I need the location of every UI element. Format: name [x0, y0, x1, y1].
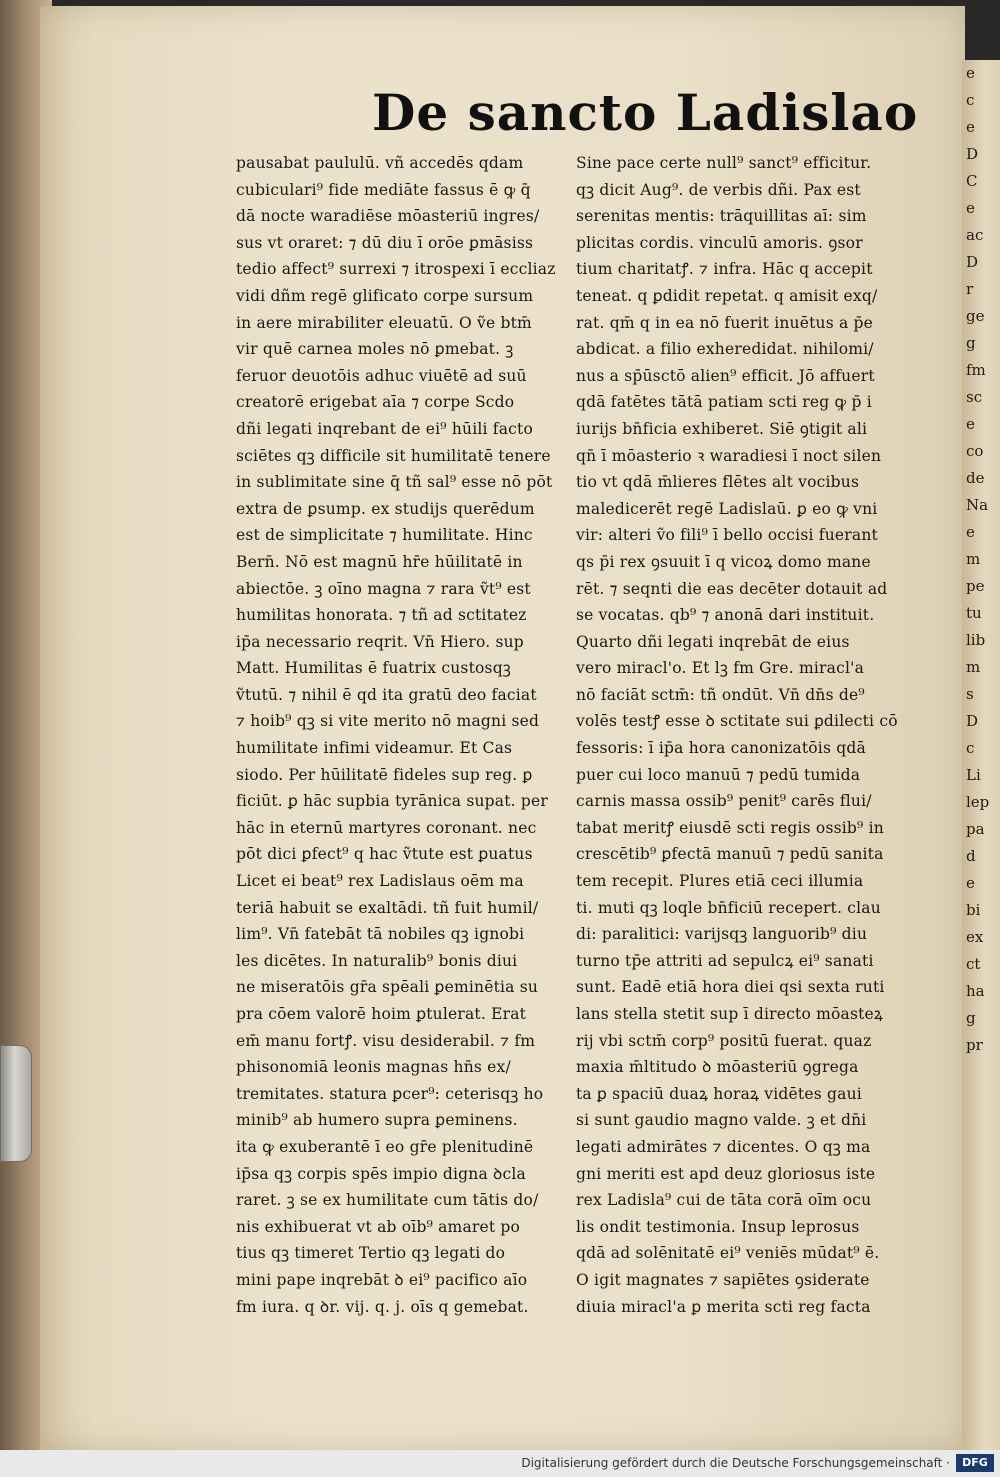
text-line: les dicētes. In naturalib⁹ bonis diui — [236, 951, 518, 970]
book-clasp — [0, 1045, 32, 1162]
facing-page-fragment: s — [966, 685, 974, 703]
text-line: qdā fatētes tātā patiam scti reg ꝙ p̄ i — [576, 393, 872, 412]
dfg-logo: DFG — [956, 1454, 994, 1472]
facing-page-fragment: m — [966, 550, 981, 568]
facing-page-fragment: fm — [966, 361, 986, 379]
text-line: hāc in eternū martyres coronant. nec — [236, 818, 537, 837]
text-line: humilitas honorata. ⁊ tñ ad sctitatez — [236, 606, 527, 625]
facing-page-fragment: Li — [966, 766, 981, 784]
text-line: Matt. Humilitas ē fuatrix custosqꝫ — [236, 659, 511, 678]
text-line: lim⁹. Vn̄ fatebāt tā nobiles qꝫ ignobi — [236, 925, 525, 944]
text-line: em̄ manu fortꝭ. visu desiderabil. ⁊ fm — [236, 1031, 536, 1050]
text-line: tabat meritꝭ eiusdē scti regis ossib⁹ in — [576, 818, 884, 837]
text-line: rex Ladisla⁹ cui de tāta corā oīm ocu — [576, 1191, 872, 1210]
facing-page-fragment: g — [966, 1009, 976, 1027]
text-line: dñi legati inqrebant de ei⁹ hūili facto — [236, 419, 534, 438]
facing-page-fragment: lep — [966, 793, 990, 811]
text-line: sciētes qꝫ difficile sit humilitatē tenere — [236, 446, 551, 465]
facing-page-fragment: e — [966, 199, 975, 217]
text-line: plicitas cordis. vinculū amoris. ꝯsor — [576, 233, 863, 252]
text-line: fessoris: ī ip̄a hora canonizatōis qdā — [576, 739, 866, 758]
text-line: tium charitatꝭ. ⁊ infra. Hāc q accepit — [576, 260, 873, 279]
text-line: lans stella stetit sup ī directo mōasteꝝ — [576, 1005, 884, 1023]
text-line: crescētib⁹ ꝑfectā manuū ⁊ pedū sanita — [576, 845, 884, 864]
facing-page-fragment: ac — [966, 226, 984, 244]
page-heading: De sancto Ladislao — [372, 83, 919, 142]
facing-page-fragment: ct — [966, 955, 981, 973]
text-line: qꝫ dicit Aug⁹. de verbis dñi. Pax est — [576, 180, 861, 199]
text-line: ti. muti qꝫ loqle bn̄ficiū recepert. clau — [576, 898, 881, 917]
text-line: creatorē erigebat aīa ⁊ corpe Scdo — [236, 393, 515, 412]
text-line: si sunt gaudio magno valde. ꝫ et dn̄i — [576, 1111, 867, 1130]
text-line: se vocatas. qb⁹ ⁊ anonā dari instituit. — [576, 606, 875, 625]
footer-credit: Digitalisierung gefördert durch die Deutsche Forschungsgemeinschaft · — [521, 1456, 950, 1470]
text-line: lis ondit testimonia. Insup leprosus — [576, 1217, 860, 1236]
text-line: pausabat paululū. vñ accedēs qdam — [236, 154, 524, 172]
text-line: sunt. Eadē etiā hora diei qsi sexta ruti — [576, 978, 885, 997]
text-line: maledicerēt regē Ladislaū. ꝑ eo ꝙ vni — [576, 499, 878, 518]
text-line: ta ꝑ spaciū duaꝝ horaꝝ vidētes gaui — [576, 1084, 862, 1103]
text-line: abdicat. a filio exheredidat. nihilomi/ — [576, 340, 874, 359]
facing-page-fragment: g — [966, 334, 976, 352]
facing-page-fragment: e — [966, 523, 975, 541]
text-line: diuia miracl'a ꝑ merita scti reg facta — [576, 1297, 871, 1316]
text-line: turno tp̄e attriti ad sepulcꝝ ei⁹ sanati — [576, 951, 874, 970]
text-line: legati admirātes ⁊ dicentes. O qꝫ ma — [576, 1137, 871, 1156]
facing-page-fragment: e — [966, 415, 975, 433]
text-line: ne miseratōis gr̄a spēali ꝑeminētia su — [236, 978, 539, 997]
text-line: O igit magnates ⁊ sapiētes ꝯsiderate — [576, 1270, 870, 1289]
text-line: ip̄sa qꝫ corpis spēs impio digna ꝺcla — [236, 1164, 526, 1183]
text-line: extra de ꝑsump. ex studijs querēdum — [236, 499, 535, 518]
text-line: qn̄ ī mōasterio ꝛ waradiesi ī noct silen — [576, 446, 882, 465]
text-line: phisonomiā leonis magnas hn̄s ex/ — [236, 1058, 511, 1077]
text-column-right — [576, 150, 912, 1316]
facing-page-fragment: lib — [966, 631, 986, 649]
facing-page-fragment: e — [966, 118, 975, 136]
text-line: vir: alteri ṽo fili⁹ ī bello occisi fuerant — [576, 526, 878, 545]
text-line: sus vt oraret: ⁊ dū diu ī orōe ꝑmāsiss — [236, 233, 534, 252]
facing-page-fragment: c — [966, 739, 975, 757]
text-line: ficiūt. ꝑ hāc supbia tyrānica supat. per — [236, 792, 549, 811]
text-line: Quarto dñi legati inqrebāt de eius — [576, 632, 850, 651]
text-line: in aere mirabiliter eleuatū. O ṽe btm̄ — [236, 313, 532, 332]
facing-page-fragment: bi — [966, 901, 981, 919]
text-line: maxia m̄ltitudo ꝺ mōasteriū ꝯgrega — [576, 1058, 859, 1077]
text-line: est de simplicitate ⁊ humilitate. Hinc — [236, 526, 533, 545]
text-line: humilitate infimi videamur. Et Cas — [236, 739, 513, 758]
facing-page-fragment: d — [966, 847, 976, 865]
text-line: ip̄a necessario reqrit. Vn̄ Hiero. sup — [236, 632, 524, 651]
facing-page-fragment: D — [966, 712, 979, 730]
footer-bar — [0, 1450, 1000, 1477]
facing-page-fragment: pa — [966, 820, 985, 838]
facing-page-fragment: C — [966, 172, 978, 190]
text-line: Bern̄. Nō est magnū hr̄e hūilitatē in — [236, 552, 523, 571]
text-line: teriā habuit se exaltādi. tñ fuit humil/ — [236, 898, 539, 917]
text-line: fm iura. q ꝺr. vij. q. j. oīs q gemebat. — [236, 1297, 529, 1316]
facing-page-fragment: e — [966, 874, 975, 892]
text-line: siodo. Per hūilitatē fideles sup reg. ꝑ — [236, 765, 533, 784]
text-line: rat. qm̄ q in ea nō fuerit inuētus a p̄e — [576, 313, 874, 332]
text-line: in sublimitate sine q̄ tñ sal⁹ esse nō pōt — [236, 473, 553, 492]
text-line: vir quē carnea moles nō ꝑmebat. ꝫ — [236, 340, 514, 359]
facing-page-fragment: Na — [966, 496, 989, 514]
text-line: tedio affect⁹ surrexi ⁊ itrospexi ī eccliaz — [236, 260, 556, 279]
text-line: qs p̄i rex ꝯsuuit ī q vicoꝝ domo mane — [576, 552, 871, 571]
facing-page-fragment: ex — [966, 928, 984, 946]
facing-page-fragment: e — [966, 64, 975, 82]
text-line: rij vbi sctm̄ corp⁹ positū fuerat. quaz — [576, 1031, 872, 1050]
text-line: vero miracl'o. Et lꝫ fm Gre. miracl'a — [576, 659, 865, 678]
text-line: minib⁹ ab humero supra ꝑeminens. — [236, 1111, 518, 1130]
text-line: rēt. ⁊ seqnti die eas decēter dotauit ad — [576, 579, 888, 598]
facing-page-fragment: c — [966, 91, 975, 109]
text-line: dā nocte waradiēse mōasteriū ingres/ — [236, 207, 540, 226]
facing-page-fragment: sc — [966, 388, 983, 406]
text-line: pōt dici ꝑfect⁹ q hac ṽtute est ꝑuatus — [236, 845, 533, 864]
facing-page-fragment: ha — [966, 982, 985, 1000]
text-line: serenitas mentis: trāquillitas aī: sim — [576, 207, 867, 226]
text-line: nis exhibuerat vt ab oīb⁹ amaret po — [236, 1217, 521, 1236]
facing-page-fragment: r — [966, 280, 974, 298]
facing-page-fragment: m — [966, 658, 981, 676]
text-line: carnis massa ossib⁹ penit⁹ carēs flui/ — [576, 792, 872, 811]
text-line: ita ꝙ exuberantē ī eo gr̄e plenitudinē — [236, 1137, 534, 1156]
text-line: gni meriti est apd deuz gloriosus iste — [576, 1164, 876, 1183]
text-line: di: paralitici: varijsqꝫ languorib⁹ diu — [576, 925, 868, 944]
text-line: pra cōem valorē hoim ꝑtulerat. Erat — [236, 1005, 527, 1023]
facing-page-fragment: ge — [966, 307, 985, 325]
facing-page-fragment: D — [966, 145, 979, 163]
text-line: ⁊ hoib⁹ qꝫ si vite merito nō magni sed — [236, 712, 540, 731]
text-line: tem recepit. Plures etiā ceci illumia — [576, 872, 864, 891]
text-line: qdā ad solēnitatē ei⁹ veniēs mūdat⁹ ē. — [576, 1244, 880, 1263]
text-line: mini pape inqrebāt ꝺ ei⁹ pacifico aīo — [236, 1270, 528, 1289]
text-line: ṽtutū. ⁊ nihil ē qd ita gratū deo faciat — [236, 685, 537, 704]
text-line: vidi dñm regē glificato corpe sursum — [236, 286, 534, 305]
facing-page-fragment: tu — [966, 604, 982, 622]
text-line: cubiculari⁹ fide mediāte fassus ē ꝙ q̄ — [236, 180, 531, 199]
text-line: raret. ꝫ se ex humilitate cum tātis do/ — [236, 1191, 539, 1210]
text-line: tremitates. statura ꝑcer⁹: ceterisqꝫ ho — [236, 1084, 544, 1103]
facing-page-fragment: co — [966, 442, 984, 460]
text-line: puer cui loco manuū ⁊ pedū tumida — [576, 765, 861, 784]
facing-page-fragment: pe — [966, 577, 985, 595]
facing-page-fragment: D — [966, 253, 979, 271]
text-line: Licet ei beat⁹ rex Ladislaus oēm ma — [236, 872, 524, 891]
text-line: Sine pace certe null⁹ sanct⁹ efficitur. — [576, 154, 872, 172]
text-line: nus a sp̄ūsctō alien⁹ efficit. Jō affuert — [576, 366, 875, 385]
text-line: iurijs bn̄ficia exhiberet. Siē ꝯtigit ali — [576, 419, 868, 438]
text-column-left — [236, 150, 572, 1316]
facing-page-fragment: de — [966, 469, 985, 487]
text-line: teneat. q ꝑdidit repetat. q amisit exq/ — [576, 286, 878, 305]
text-line: feruor deuotōis adhuc viuētē ad suū — [236, 366, 527, 385]
facing-page-edge — [962, 60, 1000, 1450]
text-line: volēs testꝭ esse ꝺ sctitate sui ꝑdilecti cō — [576, 712, 898, 731]
text-line: tio vt qdā m̄lieres flētes alt vocibus — [576, 473, 860, 492]
facing-page-fragment: pr — [966, 1036, 983, 1054]
text-line: nō faciāt sctm̄: tñ ondūt. Vn̄ dn̄s de⁹ — [576, 685, 865, 704]
text-line: tius qꝫ timeret Tertio qꝫ legati do — [236, 1244, 506, 1263]
text-line: abiectōe. ꝫ oīno magna ⁊ rara ṽt⁹ est — [236, 579, 531, 598]
